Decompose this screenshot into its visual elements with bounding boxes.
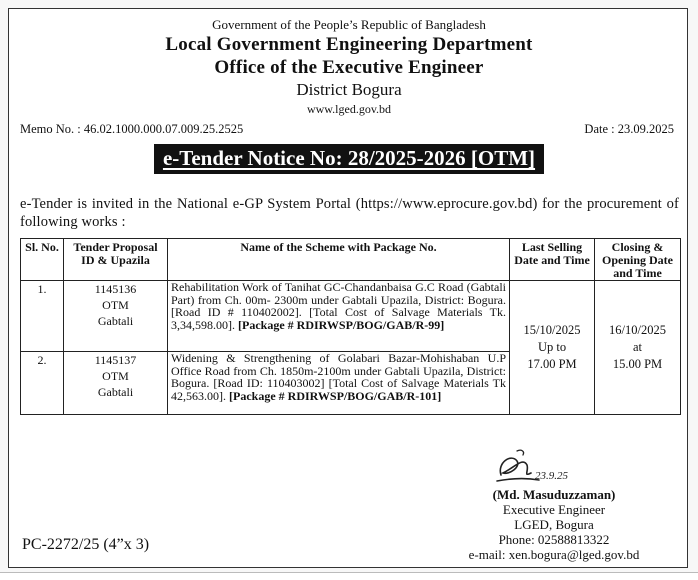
header-scheme: Name of the Scheme with Package No. [168, 239, 510, 281]
tender-id: 1145136 [94, 282, 137, 296]
tender-notice [8, 8, 688, 568]
notice-title: e-Tender Notice No: 28/2025-2026 [OTM] [154, 144, 544, 174]
print-code: PC-2272/25 (4”x 3) [22, 536, 150, 553]
works-table [20, 238, 681, 415]
signatory-name: (Md. Masuduzzaman) [492, 487, 616, 502]
signatory-phone: Phone: 02588813322 [498, 532, 610, 547]
header-selling: Last Selling Date and Time [510, 239, 595, 281]
website-text: www.lged.gov.bd [306, 102, 392, 116]
signature-date: 23.9.25 [535, 470, 568, 482]
closing-cell [595, 281, 681, 415]
header-tender-id: Tender Proposal ID & Upazila [64, 239, 168, 281]
government-line: Government of the People’s Republic of Bangladesh [212, 17, 486, 32]
tender-method: OTM [102, 369, 129, 383]
row-tender-cell [64, 281, 168, 352]
closing-at: at [632, 340, 643, 354]
selling-time: 17.00 PM [527, 357, 577, 371]
table-row [21, 281, 681, 352]
package-number: [Package # RDIRWSP/BOG/GAB/R-99] [238, 317, 445, 332]
signatory-block [449, 487, 659, 562]
row-sl: 2. [21, 352, 64, 415]
handwritten-signature [487, 445, 577, 493]
row-scheme-cell [168, 352, 510, 415]
office-name: Office of the Executive Engineer [214, 57, 484, 78]
table-header-row [21, 239, 681, 281]
selling-cell [510, 281, 595, 415]
intro-paragraph: e-Tender is invited in the National e-GP System Portal (https://www.eprocure.gov.bd) for the procurement of following works : [20, 196, 679, 230]
row-sl: 1. [21, 281, 64, 352]
tender-method: OTM [102, 298, 129, 312]
upazila: Gabtali [97, 314, 134, 328]
signatory-email: e-mail: xen.bogura@lged.gov.bd [468, 547, 640, 562]
scheme-text: Rehabilitation Work of Tanihat GC-Chandanbaisa G.C Road (Gabtali Part) from Ch. 00m- 2300m under Gabtali Upazila, District: Bogura. [Road ID # 110402002]. [Total Cost of Salvage Materials Tk. 3,34,598.00]. [171, 280, 506, 332]
notice-title-wrap [9, 144, 689, 174]
department-name: Local Government Engineering Department [165, 34, 533, 55]
signatory-designation: Executive Engineer [502, 502, 606, 517]
closing-date: 16/10/2025 [609, 323, 666, 337]
notice-date: Date : 23.09.2025 [584, 122, 674, 136]
package-number: [Package # RDIRWSP/BOG/GAB/R-101] [229, 388, 442, 403]
memo-number: Memo No. : 46.02.1000.000.07.009.25.2525 [20, 122, 244, 136]
tender-id: 1145137 [94, 353, 137, 367]
closing-time: 15.00 PM [612, 357, 663, 371]
row-scheme-cell [168, 281, 510, 352]
row-tender-cell [64, 352, 168, 415]
header-closing: Closing & Opening Date and Time [595, 239, 681, 281]
header-sl: Sl. No. [21, 239, 64, 281]
upazila: Gabtali [97, 385, 134, 399]
selling-upto: Up to [537, 340, 567, 354]
district-name: District Bogura [296, 80, 402, 99]
signatory-org: LGED, Bogura [514, 517, 594, 532]
selling-date: 15/10/2025 [523, 323, 581, 337]
scheme-text: Widening & Strengthening of Golabari Bazar-Mohishaban U.P Office Road from Ch. 1850m-2100m under Gabtali Upazila, District: Bogura. [Road ID: 110403002] [Total Cost of Salvage Materials Tk 42,563.00]. [171, 351, 506, 403]
